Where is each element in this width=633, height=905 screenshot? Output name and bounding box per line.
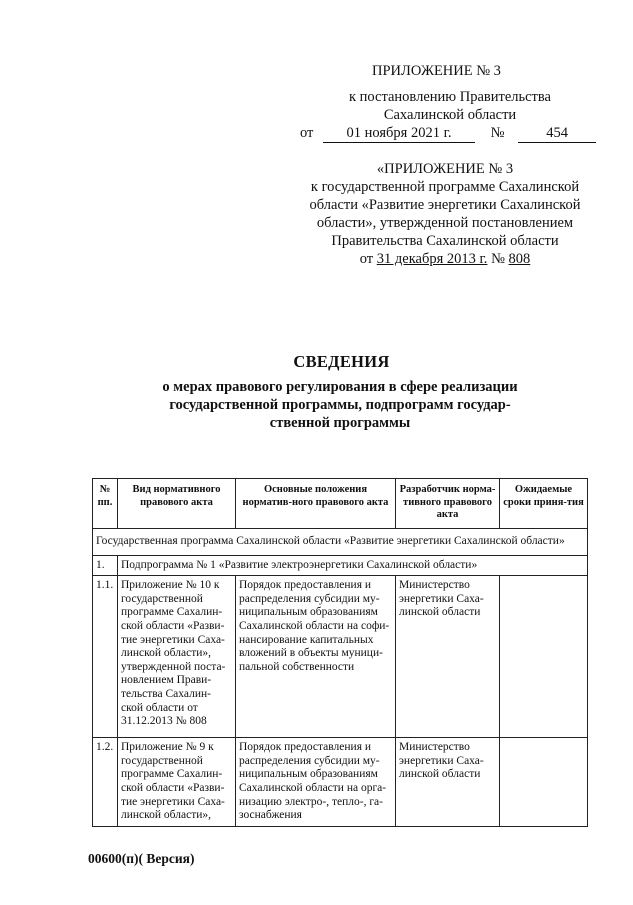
program-cell: Государственная программа Сахалинской области «Развитие энергетики Сахалинской области» — [93, 529, 588, 556]
row-developer: Министерство энергетики Саха-линской области — [396, 576, 500, 738]
header-kind: Вид нормативного правового акта — [118, 479, 236, 529]
header-provisions: Основные положения норматив-ного правового акта — [236, 479, 396, 529]
number-label: № — [490, 125, 505, 141]
table-row — [93, 738, 588, 827]
appendix-title: ПРИЛОЖЕНИЕ № 3 — [372, 63, 501, 79]
subprogram-num: 1. — [93, 555, 118, 576]
row-num: 1.2. — [93, 738, 118, 827]
row-deadline — [500, 576, 588, 738]
document-title: СВЕДЕНИЯ — [293, 352, 390, 371]
row-provisions: Порядок предоставления и распределения субсидии му-ниципальным образованиям Сахалинской области на софи-нансирование капитальных вложений в объекты муници-пальной собственности — [236, 576, 396, 738]
subtitle-line-1: о мерах правового регулирования в сфере реализации — [162, 379, 518, 395]
subtitle-line-3: ственной программы — [269, 415, 411, 431]
program-row — [93, 529, 588, 556]
quote-line-3: области «Развитие энергетики Сахалинской — [309, 197, 581, 213]
quote-line-5: Правительства Сахалинской области — [331, 233, 559, 249]
row-provisions: Порядок предоставления и распределения субсидии му-ниципальным образованиям Сахалинской области на орга-низацию электро-, тепло-, га-зоснабжения — [236, 738, 396, 827]
quote-number: 808 — [508, 251, 531, 267]
row-developer: Министерство энергетики Саха-линской области — [396, 738, 500, 827]
header-num: № пп. — [93, 479, 118, 529]
quote-number-label: № — [491, 251, 505, 267]
quote-from-label: от — [359, 251, 374, 267]
document-subtitle — [120, 378, 560, 432]
header-deadline: Ожидаемые сроки приня-тия — [500, 479, 588, 529]
resolution-date-line — [300, 124, 600, 143]
row-kind: Приложение № 10 к государственной программе Сахалин-ской области «Разви-тие энергетики Саха-линской области», утвержденной поста-новлением Прави-тельства Сахалин-ской области от 31.12.2013 № 808 — [118, 576, 236, 738]
row-deadline — [500, 738, 588, 827]
table-header-row — [93, 479, 588, 529]
measures-table — [92, 478, 588, 827]
resolution-number: 454 — [518, 124, 596, 143]
quote-line-4: области», утвержденной постановлением — [316, 215, 574, 231]
region-line: Сахалинской области — [383, 107, 517, 123]
row-num: 1.1. — [93, 576, 118, 738]
subprogram-cell: Подпрограмма № 1 «Развитие электроэнергетики Сахалинской области» — [118, 555, 588, 576]
quote-date-line — [290, 250, 600, 268]
resolution-date: 01 ноября 2021 г. — [323, 124, 475, 143]
footer-code: 00600(п)( Версия) — [88, 851, 195, 866]
quote-line-2: к государственной программе Сахалинской — [310, 179, 580, 195]
from-label: от — [300, 125, 314, 141]
quote-block — [290, 160, 600, 268]
row-kind: Приложение № 9 к государственной программе Сахалин-ской области «Разви-тие энергетики Саха-линской области», — [118, 738, 236, 827]
quote-date: 31 декабря 2013 г. — [376, 251, 488, 267]
subprogram-row — [93, 555, 588, 576]
quote-line-1: «ПРИЛОЖЕНИЕ № 3 — [376, 161, 514, 177]
resolution-line: к постановлению Правительства — [349, 89, 551, 105]
table-row — [93, 576, 588, 738]
subtitle-line-2: государственной программы, подпрограмм государ- — [169, 397, 511, 413]
header-developer: Разработчик норма-тивного правового акта — [396, 479, 500, 529]
